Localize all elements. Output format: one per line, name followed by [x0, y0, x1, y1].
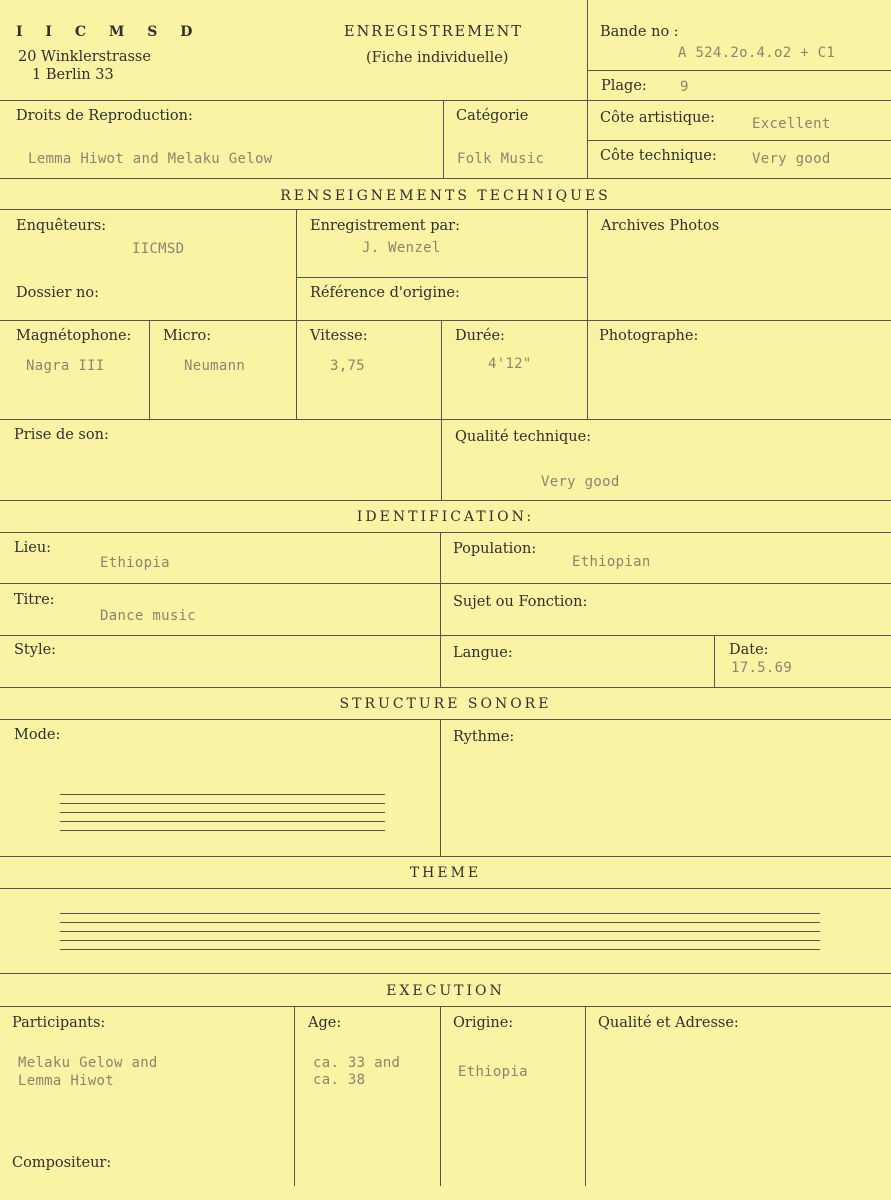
- categorie-label: Catégorie: [456, 108, 529, 124]
- population-value: Ethiopian: [572, 554, 651, 570]
- duree-value: 4'12": [488, 356, 532, 372]
- section-structure-sonore: STRUCTURE SONORE: [339, 696, 552, 712]
- plage-label: Plage:: [601, 78, 647, 94]
- enregistrement-par-label: Enregistrement par:: [310, 218, 460, 234]
- cote-artistique-label: Côte artistique:: [600, 110, 715, 126]
- titre-value: Dance music: [100, 608, 197, 624]
- enregistrement-par-value: J. Wenzel: [362, 240, 441, 256]
- enqueteurs-label: Enquêteurs:: [16, 218, 107, 234]
- cote-artistique-value: Excellent: [752, 116, 831, 132]
- magnetophone-value: Nagra III: [26, 358, 105, 374]
- vitesse-value: 3,75: [330, 358, 365, 374]
- age-line-1: ca. 33 and: [313, 1055, 401, 1071]
- origine-label: Origine:: [453, 1015, 514, 1031]
- section-theme: THEME: [409, 865, 482, 881]
- section-execution: EXECUTION: [386, 983, 505, 999]
- plage-value: 9: [680, 79, 689, 95]
- archives-photos-label: Archives Photos: [601, 218, 720, 234]
- prise-de-son-label: Prise de son:: [14, 427, 109, 443]
- qualite-adresse-label: Qualité et Adresse:: [598, 1015, 739, 1031]
- sujet-fonction-label: Sujet ou Fonction:: [453, 594, 588, 610]
- langue-label: Langue:: [453, 645, 513, 661]
- section-renseignements: RENSEIGNEMENTS TECHNIQUES: [280, 188, 611, 204]
- form-title: ENREGISTREMENT: [344, 24, 523, 40]
- enqueteurs-value: IICMSD: [132, 241, 185, 257]
- qualite-technique-value: Very good: [541, 474, 620, 490]
- bande-label: Bande no :: [600, 24, 679, 40]
- participants-label: Participants:: [12, 1015, 106, 1031]
- titre-label: Titre:: [14, 592, 55, 608]
- micro-label: Micro:: [163, 328, 212, 344]
- lieu-label: Lieu:: [14, 540, 52, 556]
- participants-line-2: Lemma Hiwot: [18, 1073, 115, 1089]
- age-label: Age:: [308, 1015, 342, 1031]
- rythme-label: Rythme:: [453, 729, 515, 745]
- org-city: 1 Berlin 33: [32, 67, 114, 83]
- cote-technique-value: Very good: [752, 151, 831, 167]
- date-value: 17.5.69: [731, 660, 793, 676]
- age-line-2: ca. 38: [313, 1072, 366, 1088]
- duree-label: Durée:: [455, 328, 505, 344]
- droits-label: Droits de Reproduction:: [16, 108, 193, 124]
- photographe-label: Photographe:: [599, 328, 699, 344]
- micro-value: Neumann: [184, 358, 246, 374]
- population-label: Population:: [453, 541, 537, 557]
- form-subtitle: (Fiche individuelle): [366, 50, 509, 66]
- date-label: Date:: [729, 642, 769, 658]
- participants-line-1: Melaku Gelow and: [18, 1055, 158, 1071]
- dossier-label: Dossier no:: [16, 285, 99, 301]
- compositeur-label: Compositeur:: [12, 1155, 112, 1171]
- style-label: Style:: [14, 642, 57, 658]
- origine-value: Ethiopia: [458, 1064, 528, 1080]
- categorie-value: Folk Music: [457, 151, 545, 167]
- mode-label: Mode:: [14, 727, 61, 743]
- vitesse-label: Vitesse:: [310, 328, 368, 344]
- magnetophone-label: Magnétophone:: [16, 328, 132, 344]
- bande-value: A 524.2o.4.o2 + C1: [678, 45, 836, 61]
- reference-label: Référence d'origine:: [310, 285, 460, 301]
- section-identification: IDENTIFICATION:: [356, 509, 535, 525]
- lieu-value: Ethiopia: [100, 555, 170, 571]
- org-logo: I I C M S D: [16, 24, 202, 40]
- cote-technique-label: Côte technique:: [600, 148, 717, 164]
- qualite-technique-label: Qualité technique:: [455, 429, 592, 445]
- org-street: 20 Winklerstrasse: [18, 49, 151, 65]
- droits-value: Lemma Hiwot and Melaku Gelow: [28, 151, 273, 167]
